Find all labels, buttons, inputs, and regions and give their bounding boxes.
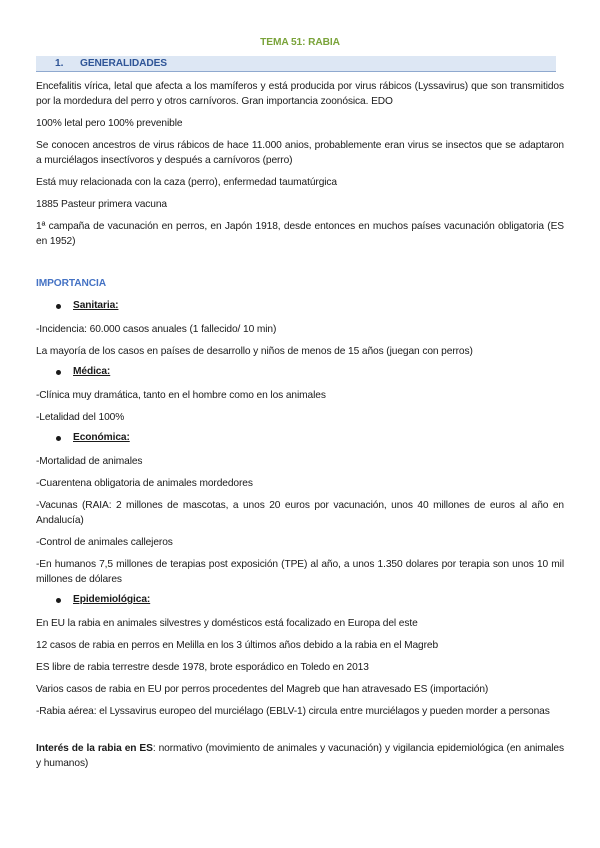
paragraph-campana: 1ª campaña de vacunación en perros, en Japón 1918, desde entonces en muchos países vacunación obligatoria (ES en 1952) xyxy=(36,221,564,247)
paragraph-pasteur: 1885 Pasteur primera vacuna xyxy=(36,199,167,210)
line-mortalidad: -Mortalidad de animales xyxy=(36,456,143,467)
line-melilla: 12 casos de rabia en perros en Melilla en los 3 últimos años debido a la rabia en el Magreb xyxy=(36,640,439,651)
line-libre-rabia: ES libre de rabia terrestre desde 1978, brote esporádico en Toledo en 2013 xyxy=(36,662,369,673)
line-vacunas: -Vacunas (RAIA: 2 millones de mascotas, a unos 20 euros por vacunación, unos 40 millones de euros al año en Andalucía) xyxy=(36,500,564,526)
heading-number: 1. xyxy=(55,58,64,69)
bullet-label: Médica: xyxy=(73,366,111,377)
document-title: TEMA 51: RABIA xyxy=(260,37,340,48)
interes-bold: Interés de la rabia en ES xyxy=(36,743,153,754)
section-heading-importancia: IMPORTANCIA xyxy=(36,278,107,289)
line-rabia-aerea: -Rabia aérea: el Lyssavirus europeo del murciélago (EBLV-1) circula entre murciélagos y pueden morder a personas xyxy=(36,706,550,717)
paragraph-interes xyxy=(36,741,564,771)
line-clinica: -Clínica muy dramática, tanto en el hombre como en los animales xyxy=(36,390,326,401)
line-importacion: Varios casos de rabia en EU por perros procedentes del Magreb que han atravesado ES (importación) xyxy=(36,684,489,695)
section-heading-generalidades xyxy=(36,56,556,72)
line-mayoria-casos: La mayoría de los casos en países de desarrollo y niños de menos de 15 años (juegan con perros) xyxy=(36,346,473,357)
bullet-dot-icon xyxy=(56,436,61,441)
paragraph-letalidad: 100% letal pero 100% prevenible xyxy=(36,118,183,129)
bullet-dot-icon xyxy=(56,598,61,603)
line-incidencia: -Incidencia: 60.000 casos anuales (1 fallecido/ 10 min) xyxy=(36,324,277,335)
paragraph-caza: Está muy relacionada con la caza (perro), enfermedad taumatúrgica xyxy=(36,177,337,188)
line-cuarentena: -Cuarentena obligatoria de animales mordedores xyxy=(36,478,253,489)
line-eu-silvestres: En EU la rabia en animales silvestres y domésticos está focalizado en Europa del este xyxy=(36,618,418,629)
bullet-label: Epidemiológica: xyxy=(73,594,151,605)
line-terapias: -En humanos 7,5 millones de terapias post exposición (TPE) al año, a unos 1.350 dolares por terapia son unos 10 mil millones de dólares xyxy=(36,559,564,585)
bullet-label: Económica: xyxy=(73,432,130,443)
line-control-callejeros: -Control de animales callejeros xyxy=(36,537,173,548)
paragraph-ancestros: Se conocen ancestros de virus rábicos de hace 11.000 anios, probablemente eran virus se insectos que se adaptaron a murciélagos insectívoros y después a carnívoros (perro) xyxy=(36,140,564,166)
line-letalidad: -Letalidad del 100% xyxy=(36,412,125,423)
heading-text: GENERALIDADES xyxy=(80,58,168,69)
bullet-dot-icon xyxy=(56,304,61,309)
bullet-label: Sanitaria: xyxy=(73,300,119,311)
interes-rest: : normativo (movimiento de animales y vacunación) y vigilancia epidemiológica (en animales y humanos) xyxy=(36,743,564,769)
paragraph-definicion: Encefalitis vírica, letal que afecta a los mamíferos y está producida por virus rábicos (Lyssavirus) que son transmitidos por la mordedura del perro y otros carnívoros. Gran importancia zoonósica. EDO xyxy=(36,81,564,107)
bullet-dot-icon xyxy=(56,370,61,375)
